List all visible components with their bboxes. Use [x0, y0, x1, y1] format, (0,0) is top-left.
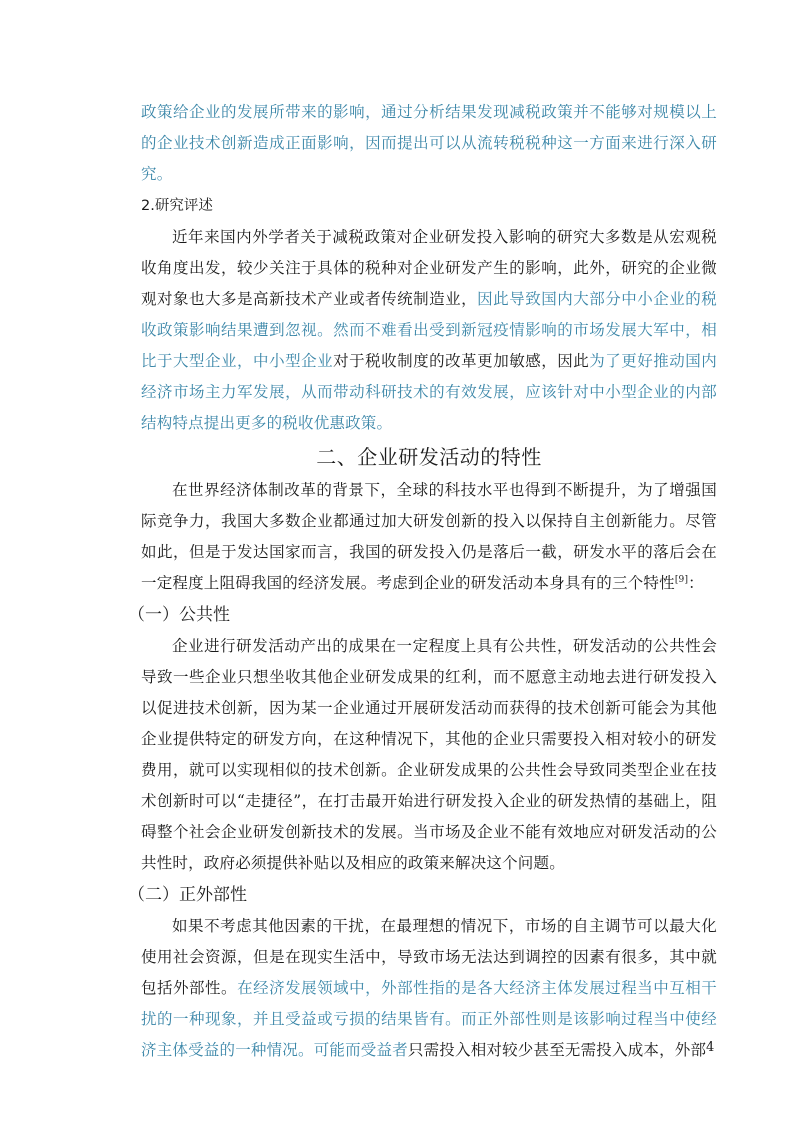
paragraph-section-intro [141, 475, 717, 599]
text-run: 近年来国内外学者关于减税政策对企业研发投入影响的研究大多数是从宏观税收角度出发，较少关注于具体的税种对企业研发产生的影响，此外，研究的企业微观对象也大多是高新技术产业或者传统制造业， [141, 228, 717, 308]
paragraph-research-review [141, 222, 717, 439]
heading-public-nature: （一）公共性 [128, 605, 230, 625]
paragraph-positive-externality [141, 911, 717, 1066]
citation-ref: [9] [674, 574, 689, 585]
highlighted-text: 为了更好推动国内经济市场主力军发展，从而带动科研技术的有效发展，应该针对中小型企业的内部结构特点提出更多的税收优惠政策。 [141, 352, 718, 432]
text-run: 对于税收制度的改革更加敏感，因此 [333, 352, 590, 370]
page-content [128, 97, 718, 1066]
heading-positive-externality: （二）正外部性 [128, 885, 247, 905]
paragraph-continued [141, 97, 717, 190]
highlighted-text: 因此导致国内大部分中小企业的税收政策影响结果遭到忽视。然而不难看出受到新冠疫情影响的市场发展大军中，相比于大型企业，中小型企业 [141, 290, 717, 370]
section-heading: 二、企业研发活动的特性 [316, 445, 542, 469]
text-run: ： [688, 574, 704, 592]
text-run: 只需投入相对较少甚至无需投入成本，外部 [407, 1041, 707, 1059]
subheading-research-review: 2.研究评述 [141, 198, 213, 214]
highlighted-text: 政策给企业的发展所带来的影响，通过分析结果发现减税政策并不能够对规模以上的企业技术创新造成正面影响，因而提出可以从流转税税种这一方面来进行深入研究。 [141, 103, 717, 183]
text-run: 在世界经济体制改革的背景下，全球的科技水平也得到不断提升，为了增强国际竞争力，我国大多数企业都通过加大研发创新的投入以保持自主创新能力。尽管如此，但是于发达国家而言，我国的研发投入仍是落后一截，研发水平的落后会在一定程度上阻碍我国的经济发展。考虑到企业的研发活动本身具有的三个特性 [141, 481, 717, 592]
highlighted-text: 在经济发展领域中，外部性指的是各大经济主体发展过程当中互相干扰的一种现象，并且受益或亏损的结果皆有。而正外部性则是该影响过程当中使经济主体受益的一种情况。可能而受益者 [141, 979, 717, 1059]
text-run: 如果不考虑其他因素的干扰，在最理想的情况下，市场的自主调节可以最大化使用社会资源，但是在现实生活中，导致市场无法达到调控的因素有很多，其中就包括外部性。 [141, 917, 717, 997]
page-number: 4 [706, 1040, 715, 1055]
paragraph-public-nature: 企业进行研发活动产出的成果在一定程度上具有公共性，研发活动的公共性会导致一些企业只想坐收其他企业研发成果的红利，而不愿意主动地去进行研发投入以促进技术创新，因为某一企业通过开展研发活动而获得的技术创新可能会为其他企业提供特定的研发方向，在这种情况下，其他的企业只需要投入相对较小的研发费用，就可以实现相似的技术创新。企业研发成果的公共性会导致同类型企业在技术创新时可以“走捷径”，在打击最开始进行研发投入企业的研发热情的基础上，阻碍整个社会企业研发创新技术的发展。当市场及企业不能有效地应对研发活动的公共性时，政府必须提供补贴以及相应的政策来解决这个问题。 [141, 637, 717, 872]
